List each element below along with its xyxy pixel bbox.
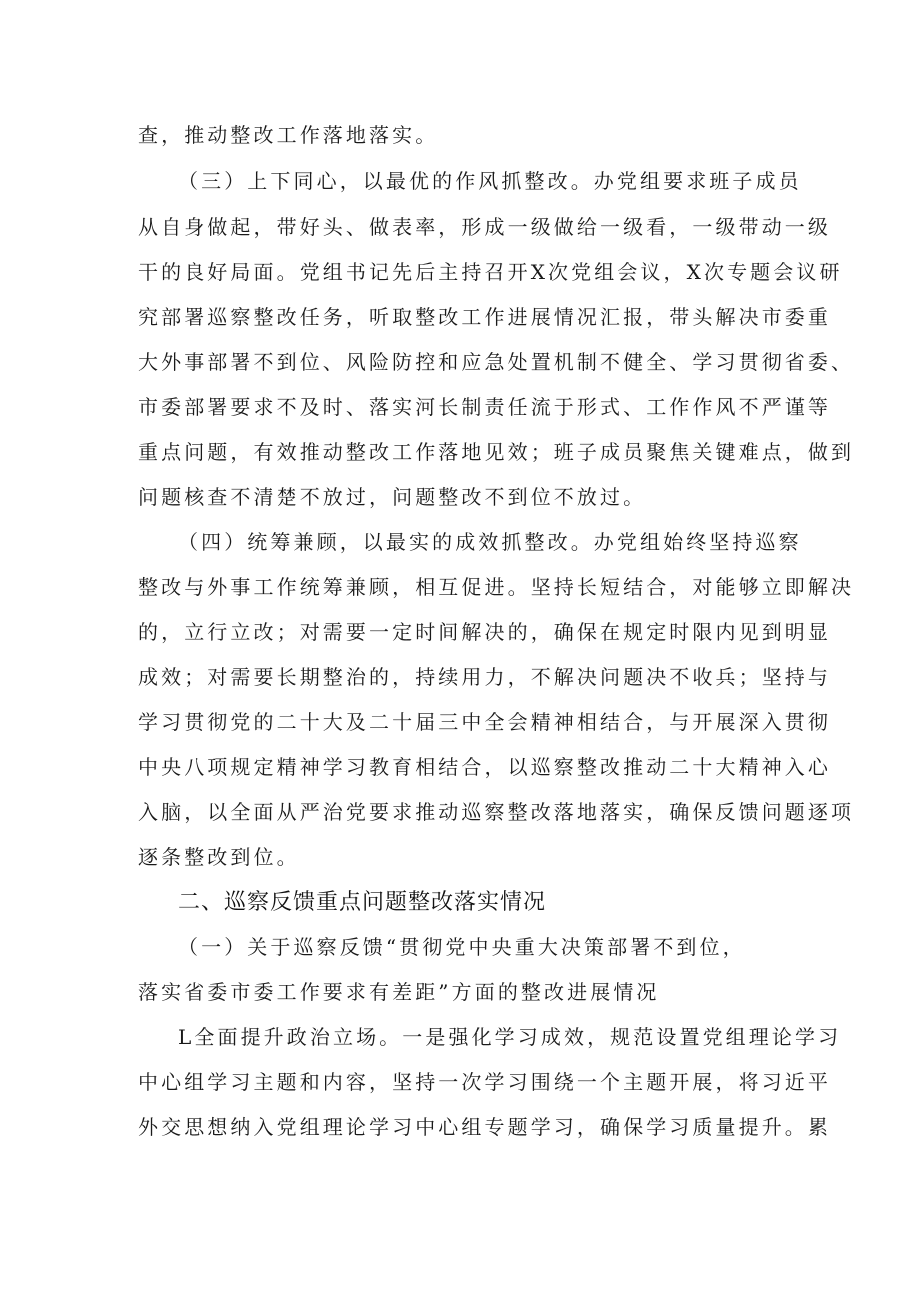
body-line: 中央八项规定精神学习教育相结合，以巡察整改推动二十大精神入心 [138, 755, 831, 779]
section-heading: 二、巡察反馈重点问题整改落实情况 [178, 890, 547, 915]
body-line: L全面提升政治立场。一是强化学习成效，规范设置党组理论学习 [178, 1025, 842, 1049]
body-line: 查，推动整改工作落地落实。 [138, 123, 439, 147]
body-line: 市委部署要求不及时、落实河长制责任流于形式、工作作风不严谨等 [138, 395, 831, 419]
section-3-title-line: （三）上下同心，以最优的作风抓整改。办党组要求班子成员 [178, 169, 802, 193]
section-4-title-line: （四）统筹兼顾，以最实的成效抓整改。办党组始终坚持巡察 [178, 530, 802, 554]
body-line: 中心组学习主题和内容，坚持一次学习围绕一个主题开展，将习近平 [138, 1070, 831, 1094]
body-line: 干的良好局面。党组书记先后主持召开X次党组会议，X次专题会议研 [138, 260, 843, 284]
subsection-title-line: 落实省委市委工作要求有差距”方面的整改进展情况 [138, 980, 660, 1004]
body-line: 的，立行立改；对需要一定时间解决的，确保在规定时限内见到明显 [138, 620, 831, 644]
body-line: 重点问题，有效推动整改工作落地见效；班子成员聚焦关键难点，做到 [138, 440, 855, 464]
body-line: 究部署巡察整改任务，听取整改工作进展情况汇报，带头解决市委重 [138, 305, 831, 329]
body-line: 问题核查不清楚不放过，问题整改不到位不放过。 [138, 485, 647, 509]
body-line: 外交思想纳入党组理论学习中心组专题学习，确保学习质量提升。累 [138, 1115, 831, 1139]
body-line: 从自身做起，带好头、做表率，形成一级做给一级看，一级带动一级 [138, 215, 831, 239]
body-line: 入脑，以全面从严治党要求推动巡察整改落地落实，确保反馈问题逐项 [138, 800, 855, 824]
body-line: 整改与外事工作统筹兼顾，相互促进。坚持长短结合，对能够立即解决 [138, 575, 855, 599]
subsection-title-line: （一）关于巡察反馈“贯彻党中央重大决策部署不到位， [178, 935, 746, 959]
body-line: 逐条整改到位。 [138, 845, 300, 869]
body-line: 大外事部署不到位、风险防控和应急处置机制不健全、学习贯彻省委、 [138, 350, 855, 374]
body-line: 成效；对需要长期整治的，持续用力，不解决问题决不收兵；坚持与 [138, 665, 831, 689]
body-line: 学习贯彻党的二十大及二十届三中全会精神相结合，与开展深入贯彻 [138, 710, 831, 734]
